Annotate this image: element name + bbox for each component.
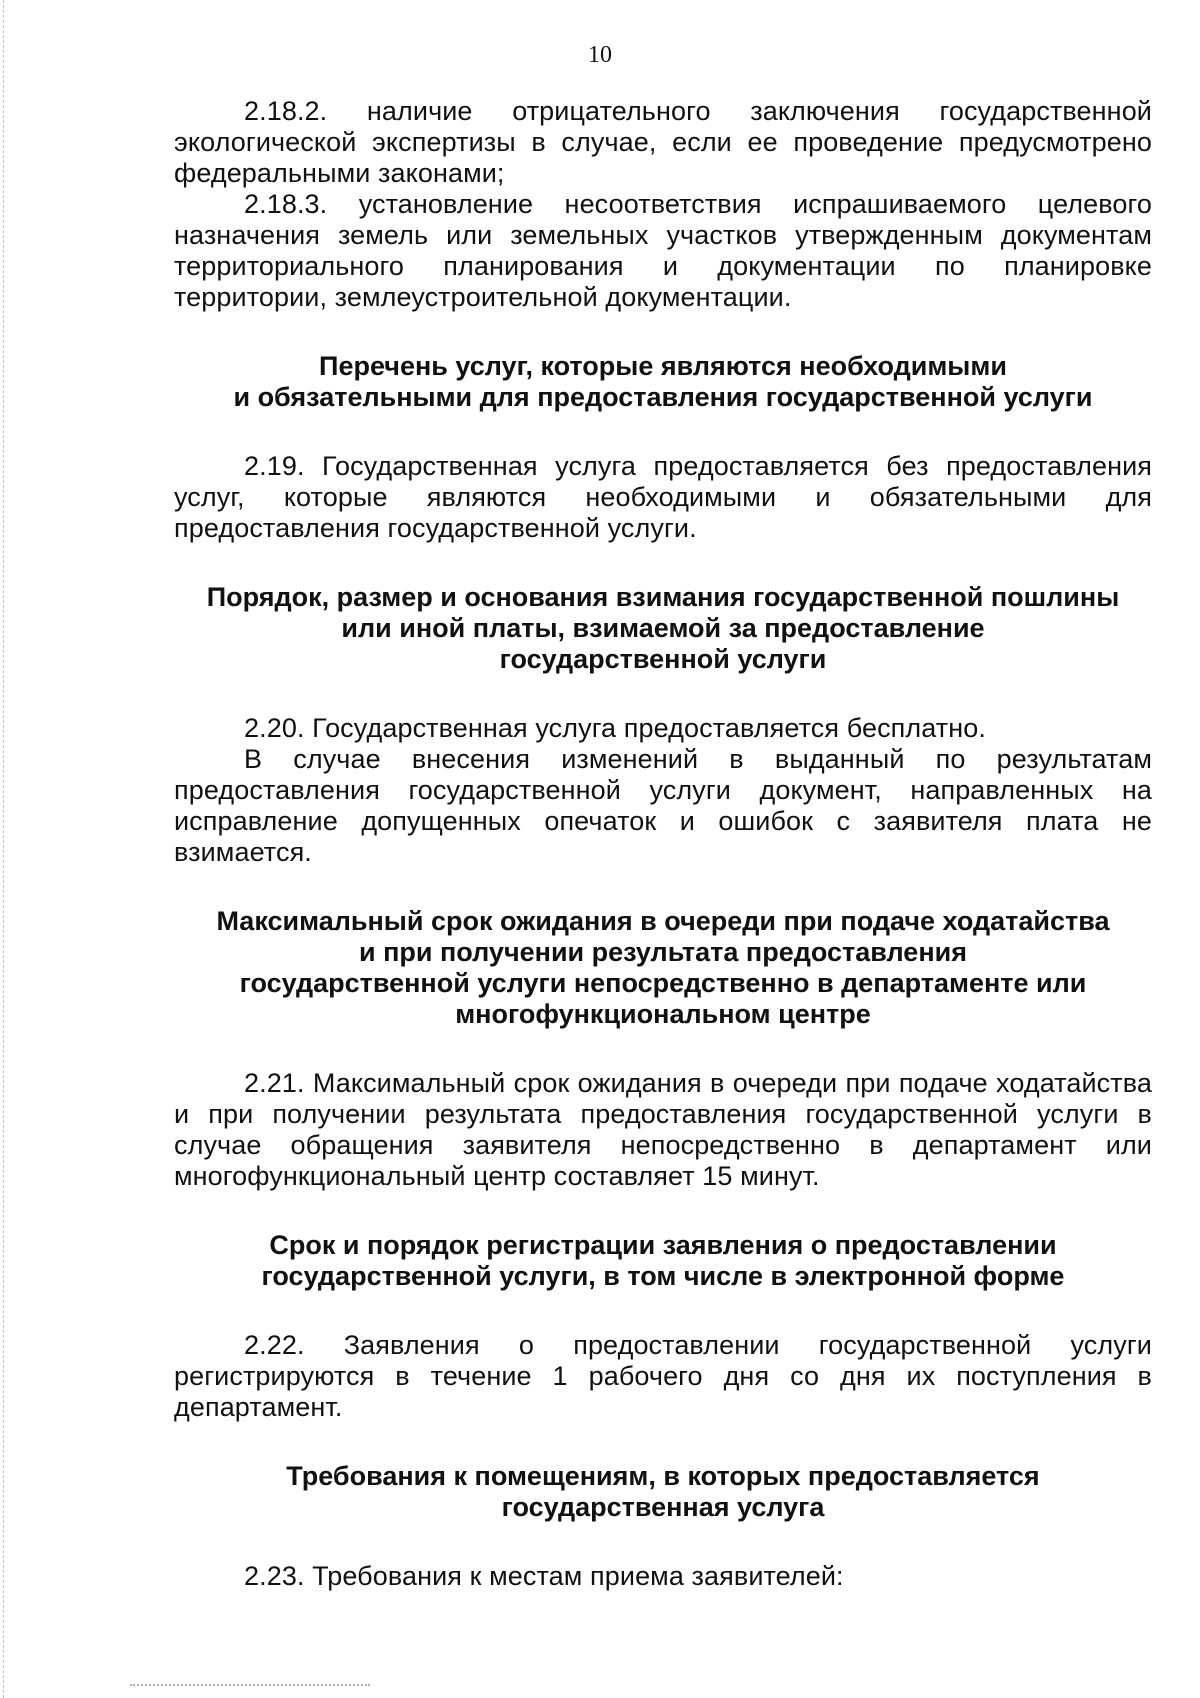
heading-queue-line-4: многофункциональном центре	[455, 999, 871, 1029]
heading-premises	[174, 1461, 1152, 1523]
document-body	[174, 96, 1152, 1592]
page-number: 10	[588, 42, 612, 68]
scan-edge-line	[3, 0, 4, 1698]
heading-queue	[174, 906, 1152, 1030]
paragraph-2-20-b: В случае внесения изменений в выданный по результатам предоставления государственной услуги документ, направленных на исправление допущенных опечаток и ошибок с заявителя плата не взимается.	[174, 744, 1152, 867]
heading-registration	[174, 1230, 1152, 1292]
paragraph-2-19: 2.19. Государственная услуга предоставляется без предоставления услуг, которые являются необходимыми и обязательными для предоставления государственной услуги.	[174, 451, 1152, 543]
paragraph-2-18-2: 2.18.2. наличие отрицательного заключения государственной экологической экспертизы в случае, если ее проведение предусмотрено федеральными законами;	[174, 96, 1152, 188]
paragraph-2-20: 2.20. Государственная услуга предоставляется бесплатно.	[244, 713, 986, 743]
heading-fee-line-2: или иной платы, взимаемой за предоставление	[341, 613, 985, 643]
heading-queue-line-2: и при получении результата предоставления	[359, 937, 967, 967]
paragraph-2-18-3: 2.18.3. установление несоответствия испрашиваемого целевого назначения земель или земельных участков утвержденным документам территориального планирования и документации по планировке территории, землеустроительной документации.	[174, 189, 1152, 312]
heading-registration-line-1: Срок и порядок регистрации заявления о предоставлении	[269, 1230, 1057, 1260]
paragraph-2-21: 2.21. Максимальный срок ожидания в очереди при подаче ходатайства и при получении результата предоставления государственной услуги в случае обращения заявителя непосредственно в департамент или многофункциональный центр составляет 15 минут.	[174, 1068, 1152, 1191]
heading-services-line-2: и обязательными для предоставления государственной услуги	[233, 382, 1093, 412]
heading-premises-line-2: государственная услуга	[501, 1492, 825, 1522]
heading-queue-line-3: государственной услуги непосредственно в департаменте или	[239, 968, 1087, 998]
paragraph-2-23: 2.23. Требования к местам приема заявителей:	[244, 1561, 844, 1591]
heading-queue-line-1: Максимальный срок ожидания в очереди при подаче ходатайства	[216, 906, 1110, 936]
heading-services	[174, 351, 1152, 413]
heading-fee	[174, 582, 1152, 675]
heading-fee-line-1: Порядок, размер и основания взимания государственной пошлины	[206, 582, 1120, 612]
scan-artifact	[130, 1684, 370, 1692]
paragraph-2-22: 2.22. Заявления о предоставлении государственной услуги регистрируются в течение 1 рабочего дня со дня их поступления в департамент.	[174, 1330, 1152, 1422]
heading-registration-line-2: государственной услуги, в том числе в электронной форме	[261, 1261, 1065, 1291]
heading-services-line-1: Перечень услуг, которые являются необходимыми	[319, 351, 1007, 381]
heading-premises-line-1: Требования к помещениям, в которых предоставляется	[286, 1461, 1040, 1491]
heading-fee-line-3: государственной услуги	[499, 644, 827, 674]
